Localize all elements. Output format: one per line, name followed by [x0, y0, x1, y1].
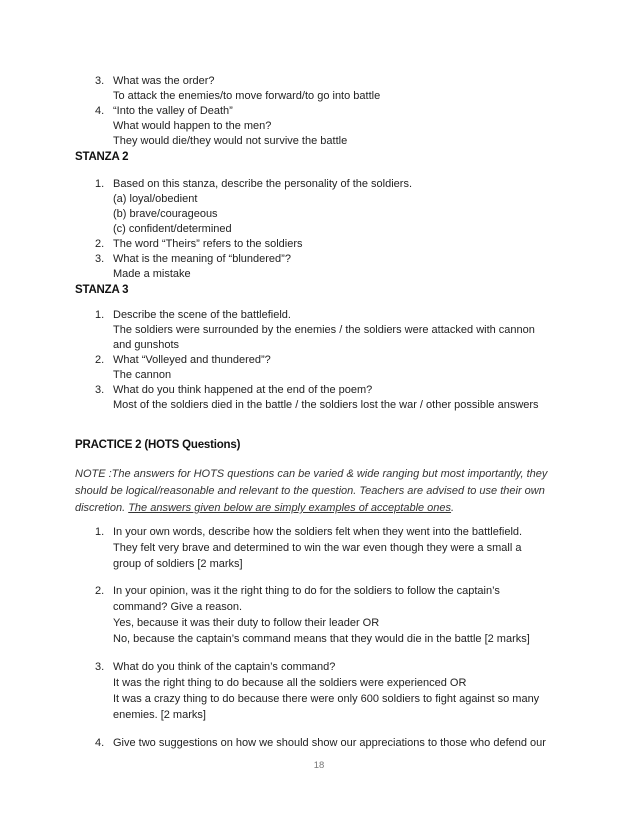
- answer-line: and gunshots: [113, 339, 180, 351]
- answer-line: group of soldiers [2 marks]: [113, 558, 243, 570]
- answer-line: enemies. [2 marks]: [113, 709, 206, 721]
- page-number: 18: [313, 760, 325, 771]
- underlined-note: The answers given below are simply examples of acceptable ones: [128, 502, 452, 514]
- answer-line: (b) brave/courageous: [113, 208, 218, 220]
- answer-line: Most of the soldiers died in the battle / the soldiers lost the war / other possible answers: [113, 399, 539, 411]
- answer-line: What would happen to the men?: [113, 120, 272, 132]
- note-text: NOTE :The answers for HOTS questions can be varied & wide ranging but most importantly, they: [75, 468, 548, 480]
- stanza-heading: STANZA 2: [75, 151, 129, 163]
- answer-line: The soldiers were surrounded by the enemies / the soldiers were attacked with cannon: [113, 324, 535, 336]
- document-page: 3. What was the order? To attack the enemies/to move forward/to go into battle 4. “Into the valley of Death” What would happen to the men? They would die/they would not survive the battle STANZA 2 1. Based on this stanza, describe the personality of the soldiers. (a) loyal/obedient (b) brave/courageous (c) confident/determined 2. The word “Theirs” refers to the soldiers 3. What is the meaning of “blundered”? Made a mistake STANZA 3 1. Describe the scene of the battlefield. The soldiers were surrounded by the enemies / the soldiers were attacked with cannon and gunshots 2. What “Volleyed and thundered”? The cannon 3. What do you think happened at the end of the poem? Most of the soldiers died in the battle / the soldiers lost the war / other possible answers PRACTICE 2 (HOTS Questions) NOTE :The answers for HOTS questions can be varied & wide ranging but most importantly, they should be logical/reasonable and relevant to the question. Teachers are advised to use their own discretion. The answers given below are simply examples of acceptable ones. 1. In your own words, describe how the soldiers felt when they went into the battlefield. They felt very brave and determined to win the war even though they were a small a group of soldiers [2 marks] 2. In your opinion, was it the right thing to do for the soldiers to follow the captain’s command? Give a reason. Yes, because it was their duty to follow their leader OR No, because the captain’s command means that they would die in the battle [2 marks] 3. What do you think of the captain’s command? It was the right thing to do because all the soldiers were experienced OR It was a crazy thing to do because there were only 600 soldiers to fight against so many enemies. [2 marks] 4. Give two suggestions on how we should show our appreciations to those who defend our 18: [0, 0, 638, 824]
- answer-line: (a) loyal/obedient: [113, 193, 198, 205]
- answer-line: Yes, because it was their duty to follow their leader OR: [113, 617, 380, 629]
- answer-line: No, because the captain’s command means that they would die in the battle [2 marks]: [113, 633, 530, 645]
- answer-line: To attack the enemies/to move forward/to go into battle: [113, 90, 381, 102]
- answer-line: Made a mistake: [113, 268, 191, 280]
- note-text: should be logical/reasonable and relevant to the question. Teachers are advised to use their own: [75, 485, 545, 497]
- answer-line: It was the right thing to do because all the soldiers were experienced OR: [113, 677, 467, 689]
- answer-line: They would die/they would not survive the battle: [113, 135, 348, 147]
- answer-line: They felt very brave and determined to win the war even though they were a small a: [113, 542, 522, 554]
- answer-line: The cannon: [113, 369, 172, 381]
- answer-line: It was a crazy thing to do because there were only 600 soldiers to fight against so many: [113, 693, 540, 705]
- note-text: discretion. The answers given below are simply examples of acceptable ones.: [75, 502, 455, 514]
- answer-line: (c) confident/determined: [113, 223, 232, 235]
- section-heading: PRACTICE 2 (HOTS Questions): [75, 439, 241, 451]
- answer-line: command? Give a reason.: [113, 601, 243, 613]
- stanza-heading: STANZA 3: [75, 284, 129, 296]
